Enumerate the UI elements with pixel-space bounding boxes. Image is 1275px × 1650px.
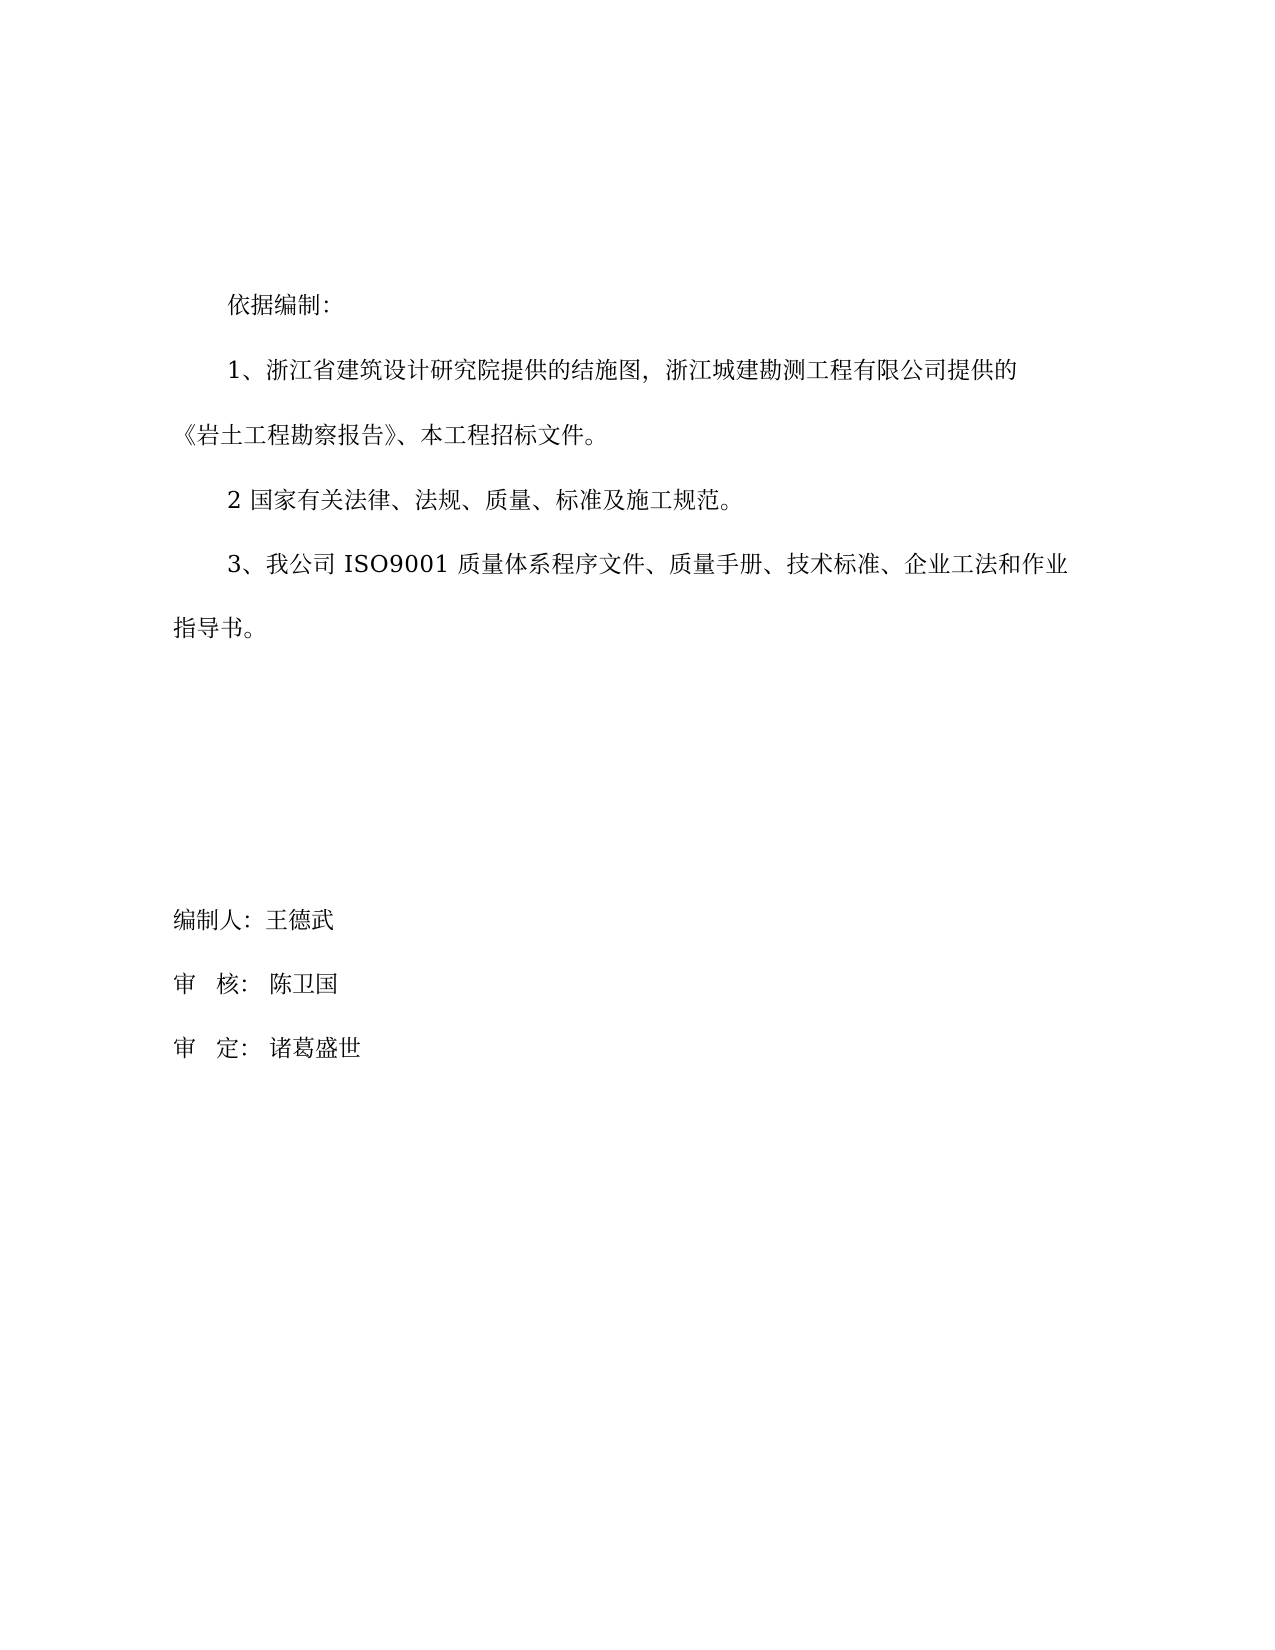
approver-label-char-1: 审	[173, 1036, 196, 1062]
approver-name: 诸葛盛世	[269, 1036, 361, 1062]
reviewer-name: 陈卫国	[269, 972, 338, 998]
basis-item-3-line-2: 指导书。	[173, 616, 267, 642]
reviewer-label-char-2: 核：	[216, 972, 262, 998]
basis-item-1-line-2: 《岩土工程勘察报告》、本工程招标文件。	[173, 423, 608, 449]
reviewer-signature-line	[173, 970, 338, 1000]
basis-item-1-line-1: 1、浙江省建筑设计研究院提供的结施图，浙江城建勘测工程有限公司提供的	[227, 358, 1018, 384]
compiler-signature-line	[173, 906, 334, 936]
compiler-name: 王德武	[265, 908, 334, 934]
approver-label	[173, 1034, 269, 1064]
approver-signature-line	[173, 1034, 361, 1064]
compiler-label: 编制人：	[173, 908, 265, 934]
section-heading: 依据编制：	[227, 293, 345, 319]
reviewer-label-char-1: 审	[173, 972, 196, 998]
basis-item-2: 2 国家有关法律、法规、质量、标准及施工规范。	[227, 488, 744, 514]
approver-label-char-2: 定：	[216, 1036, 262, 1062]
reviewer-label	[173, 970, 269, 1000]
basis-item-3-line-1: 3、我公司 ISO9001 质量体系程序文件、质量手册、技术标准、企业工法和作业	[227, 552, 1069, 578]
